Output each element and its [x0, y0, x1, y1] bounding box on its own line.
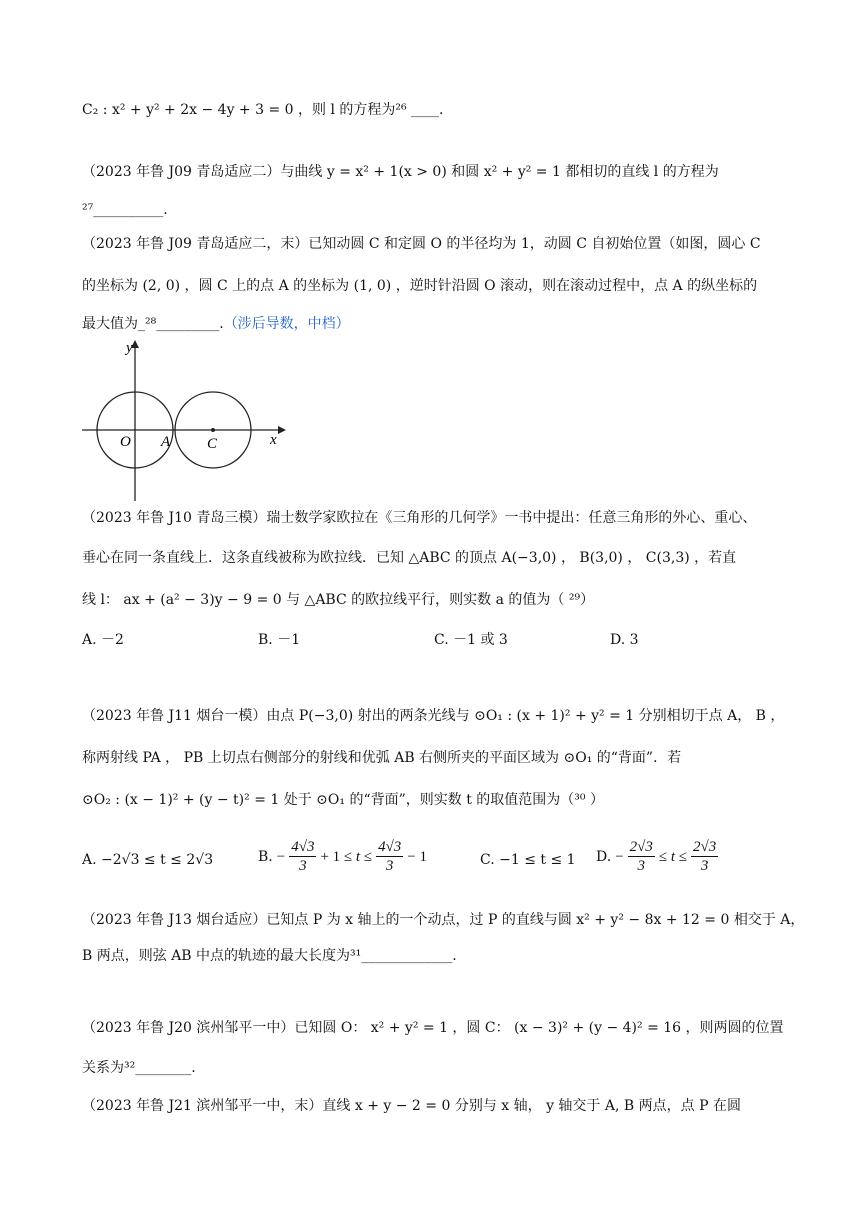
problem-29-line-1: （2023 年鲁 J10 青岛三模）瑞士数学家欧拉在《三角形的几何学》一书中提出：任意三角形的外心、重心、	[82, 510, 757, 526]
q30-option-d-prefix: D.	[596, 848, 612, 865]
o-label: O	[120, 434, 131, 450]
figure-svg	[82, 336, 292, 501]
q29-option-c: C. －1 或 3	[434, 632, 508, 648]
problem-33-line-1: （2023 年鲁 J21 滨州邹平一中，末）直线 x + y − 2 = 0 分别与 x 轴， y 轴交于 A, B 两点，点 P 在圆	[82, 1098, 741, 1114]
problem-28-note: （涉后导数，中档）	[223, 316, 350, 332]
q29-option-d: D. 3	[610, 632, 639, 648]
center-c-dot	[211, 428, 215, 432]
q30-option-b-prefix: B.	[258, 848, 273, 865]
problem-28-line-3	[82, 314, 790, 334]
problem-27-line-2: ²⁷__________.	[82, 202, 168, 218]
problem-32-line-1: （2023 年鲁 J20 滨州邹平一中）已知圆 O： x² + y² = 1 ，圆 C： (x − 3)² + (y − 4)² = 16 ，则两圆的位置	[82, 1020, 784, 1036]
q30-option-b-frac-1: $\frac{4√3}{3}$	[291, 839, 315, 874]
q30-option-d: D. − $\frac{2√3}{3}$ ≤ t ≤ $\frac{2√3}{3}$	[596, 839, 717, 874]
rolling-circle-figure	[82, 336, 292, 505]
y-label: y	[126, 340, 133, 356]
x-axis-arrow	[278, 426, 286, 434]
q29-option-a: A. －2	[82, 632, 124, 648]
problem-30-line-2: 称两射线 PA ， PB 上切点右侧部分的射线和优弧 AB 右侧所夹的平面区域为 ⊙O₁ 的“背面”．若	[82, 750, 682, 766]
q30-option-b: B. − $\frac{4√3}{3}$ + 1 ≤ t ≤ $\frac{4√3}{3}$ − 1	[258, 839, 428, 874]
problem-31-line-1: （2023 年鲁 J13 烟台适应）已知点 P 为 x 轴上的一个动点，过 P 的直线与圆 x² + y² − 8x + 12 = 0 相交于 A，	[82, 912, 805, 928]
q29-option-b: B. －1	[258, 632, 301, 648]
a-label: A	[161, 434, 171, 450]
problem-30-line-3: ⊙O₂ : (x − 1)² + (y − t)² = 1 处于 ⊙O₁ 的“背面”，则实数 t 的取值范围为（³⁰ ）	[82, 792, 604, 808]
q30-option-d-frac-1: $\frac{2√3}{3}$	[629, 839, 653, 874]
problem-28-line-1: （2023 年鲁 J09 青岛适应二，末）已知动圆 C 和定圆 O 的半径均为 1，动圆 C 自初始位置（如图，圆心 C	[82, 236, 761, 252]
q30-option-c: C. −1 ≤ t ≤ 1	[480, 852, 576, 868]
c-label: C	[207, 436, 218, 452]
problem-27-line-1: （2023 年鲁 J09 青岛适应二）与曲线 y = x² + 1(x > 0) 和圆 x² + y² = 1 都相切的直线 l 的方程为	[82, 164, 719, 180]
x-label: x	[270, 432, 277, 448]
problem-32-line-2: 关系为³²________.	[82, 1060, 196, 1076]
problem-28-answer-blank: 最大值为_²⁸_________.	[82, 316, 224, 332]
q30-option-b-frac-2: $\frac{4√3}{3}$	[378, 839, 402, 874]
q30-option-a: A. −2√3 ≤ t ≤ 2√3	[82, 852, 214, 868]
problem-29-line-3: 线 l： ax + (a² − 3)y − 9 = 0 与 △ABC 的欧拉线平行，则实数 a 的值为（ ²⁹）	[82, 592, 595, 608]
problem-29-line-2: 垂心在同一条直线上．这条直线被称为欧拉线．已知 △ABC 的顶点 A(−3,0) ， B(3,0) ， C(3,3) ，若直	[82, 550, 737, 566]
q30-option-d-frac-2: $\frac{2√3}{3}$	[693, 839, 717, 874]
problem-31-line-2: B 两点，则弦 AB 中点的轨迹的最大长度为³¹_____________.	[82, 948, 457, 964]
problem-30-line-1: （2023 年鲁 J11 烟台一模）由点 P(−3,0) 射出的两条光线与 ⊙O₁ : (x + 1)² + y² = 1 分别相切于点 A， B ，	[82, 708, 785, 724]
text-line-1: C₂ : x² + y² + 2x − 4y + 3 = 0 ，则 l 的方程为²⁶ ____.	[82, 102, 444, 118]
problem-28-line-2: 的坐标为 (2, 0) ，圆 C 上的点 A 的坐标为 (1, 0) ，逆时针沿圆 O 滚动，则在滚动过程中，点 A 的纵坐标的	[82, 278, 758, 294]
